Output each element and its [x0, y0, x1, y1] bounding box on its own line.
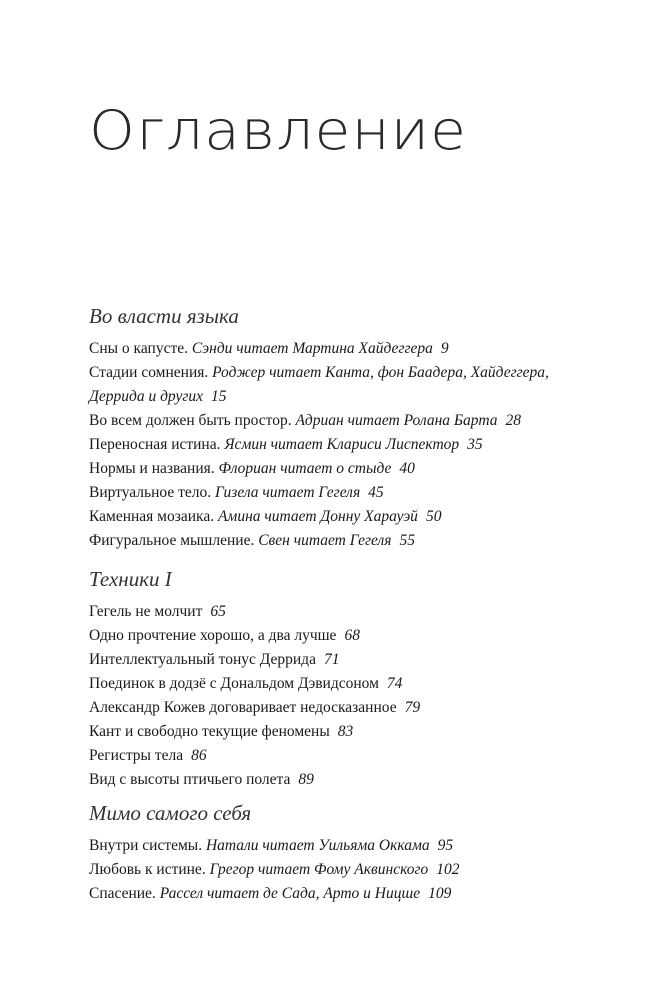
entry-page-number: 83: [337, 723, 354, 740]
entry-title: Любовь к истине.: [89, 861, 206, 878]
entry-page-number: 15: [211, 388, 227, 405]
entry-page-number: 74: [386, 675, 403, 692]
entry-title: Во всем должен быть простор.: [89, 412, 292, 429]
entry-page-number: 55: [399, 532, 415, 549]
toc-entry: [89, 409, 619, 433]
toc-entry: [89, 529, 619, 553]
toc-entry: [89, 505, 619, 529]
entry-page-number: 45: [368, 484, 384, 501]
toc-entry: [89, 361, 559, 409]
entry-page-number: 89: [298, 771, 314, 788]
entry-page-number: 40: [399, 460, 415, 477]
toc-section: [89, 800, 619, 906]
toc-entry: [89, 648, 619, 672]
entry-author: Грегор читает Фому Аквинского: [209, 861, 429, 878]
entry-title: Гегель не молчит: [89, 603, 203, 620]
toc-entry: [89, 768, 619, 792]
entry-author: Сэнди читает Мартина Хайдеггера: [191, 340, 433, 357]
entry-title: Каменная мозаика.: [89, 508, 215, 525]
entry-title: Интеллектуальный тонус Деррида: [89, 651, 316, 668]
section-title: Техники I: [89, 567, 172, 591]
toc-entry: [89, 834, 619, 858]
toc-entry: [89, 481, 619, 505]
toc-entry: [89, 696, 619, 720]
toc-section: [89, 566, 619, 792]
entry-page-number: 50: [425, 508, 442, 525]
entry-title: Стадии сомнения.: [89, 364, 209, 381]
entry-author: Натали читает Уильяма Оккама: [205, 837, 430, 854]
entry-title: Поединок в додзё с Дональдом Дэвидсоном: [89, 675, 379, 692]
toc-entry: [89, 858, 619, 882]
entry-title: Нормы и названия.: [89, 460, 215, 477]
entry-title: Вид с высоты птичьего полета: [89, 771, 291, 788]
entry-author: Роджер читает Канта, фон Баадера, Хайдеггера, Деррида и других: [89, 364, 549, 405]
entry-author: Гизела читает Гегеля: [215, 484, 361, 501]
entry-title: Кант и свободно текущие феномены: [89, 723, 330, 740]
entry-page-number: 102: [436, 861, 460, 878]
entry-title: Регистры тела: [89, 747, 184, 764]
entry-page-number: 86: [191, 747, 207, 764]
toc-entry: [89, 720, 619, 744]
entry-page-number: 79: [404, 699, 421, 716]
entry-author: Ясмин читает Клариси Лиспектор: [224, 436, 460, 453]
entry-page-number: 28: [505, 412, 521, 429]
entry-title: Спасение.: [89, 885, 156, 902]
toc-entry: [89, 600, 619, 624]
entry-page-number: 9: [440, 340, 449, 357]
entry-page-number: 35: [467, 436, 483, 453]
entry-title: Александр Кожев договаривает недосказанное: [89, 699, 397, 716]
page-title: Оглавление: [89, 99, 468, 162]
entry-page-number: 71: [323, 651, 340, 668]
entry-title: Фигуральное мышление.: [89, 532, 255, 549]
toc-entry: [89, 882, 619, 906]
entry-page-number: 68: [344, 627, 360, 644]
entry-page-number: 65: [210, 603, 226, 620]
entry-title: Виртуальное тело.: [89, 484, 212, 501]
entry-author: Флориан читает о стыде: [218, 460, 392, 477]
toc-entry: [89, 624, 619, 648]
entry-page-number: 95: [437, 837, 454, 854]
entry-author: Рассел читает де Сада, Арто и Ницше: [159, 885, 421, 902]
entry-title: Одно прочтение хорошо, а два лучше: [89, 627, 337, 644]
entry-author: Свен читает Гегеля: [258, 532, 392, 549]
entry-title: Внутри системы.: [89, 837, 203, 854]
toc-entry: [89, 433, 619, 457]
section-title: Мимо самого себя: [89, 801, 252, 825]
toc-entry: [89, 337, 619, 361]
entry-title: Переносная истина.: [89, 436, 221, 453]
toc-entry: [89, 744, 619, 768]
toc-entry: [89, 672, 619, 696]
toc-section: [89, 303, 619, 553]
entry-author: Адриан читает Ролана Барта: [295, 412, 498, 429]
entry-page-number: 109: [428, 885, 452, 902]
toc-entry: [89, 457, 619, 481]
section-title: Во власти языка: [89, 304, 239, 328]
entry-title: Сны о капусте.: [89, 340, 188, 357]
entry-author: Амина читает Донну Харауэй: [217, 508, 418, 525]
